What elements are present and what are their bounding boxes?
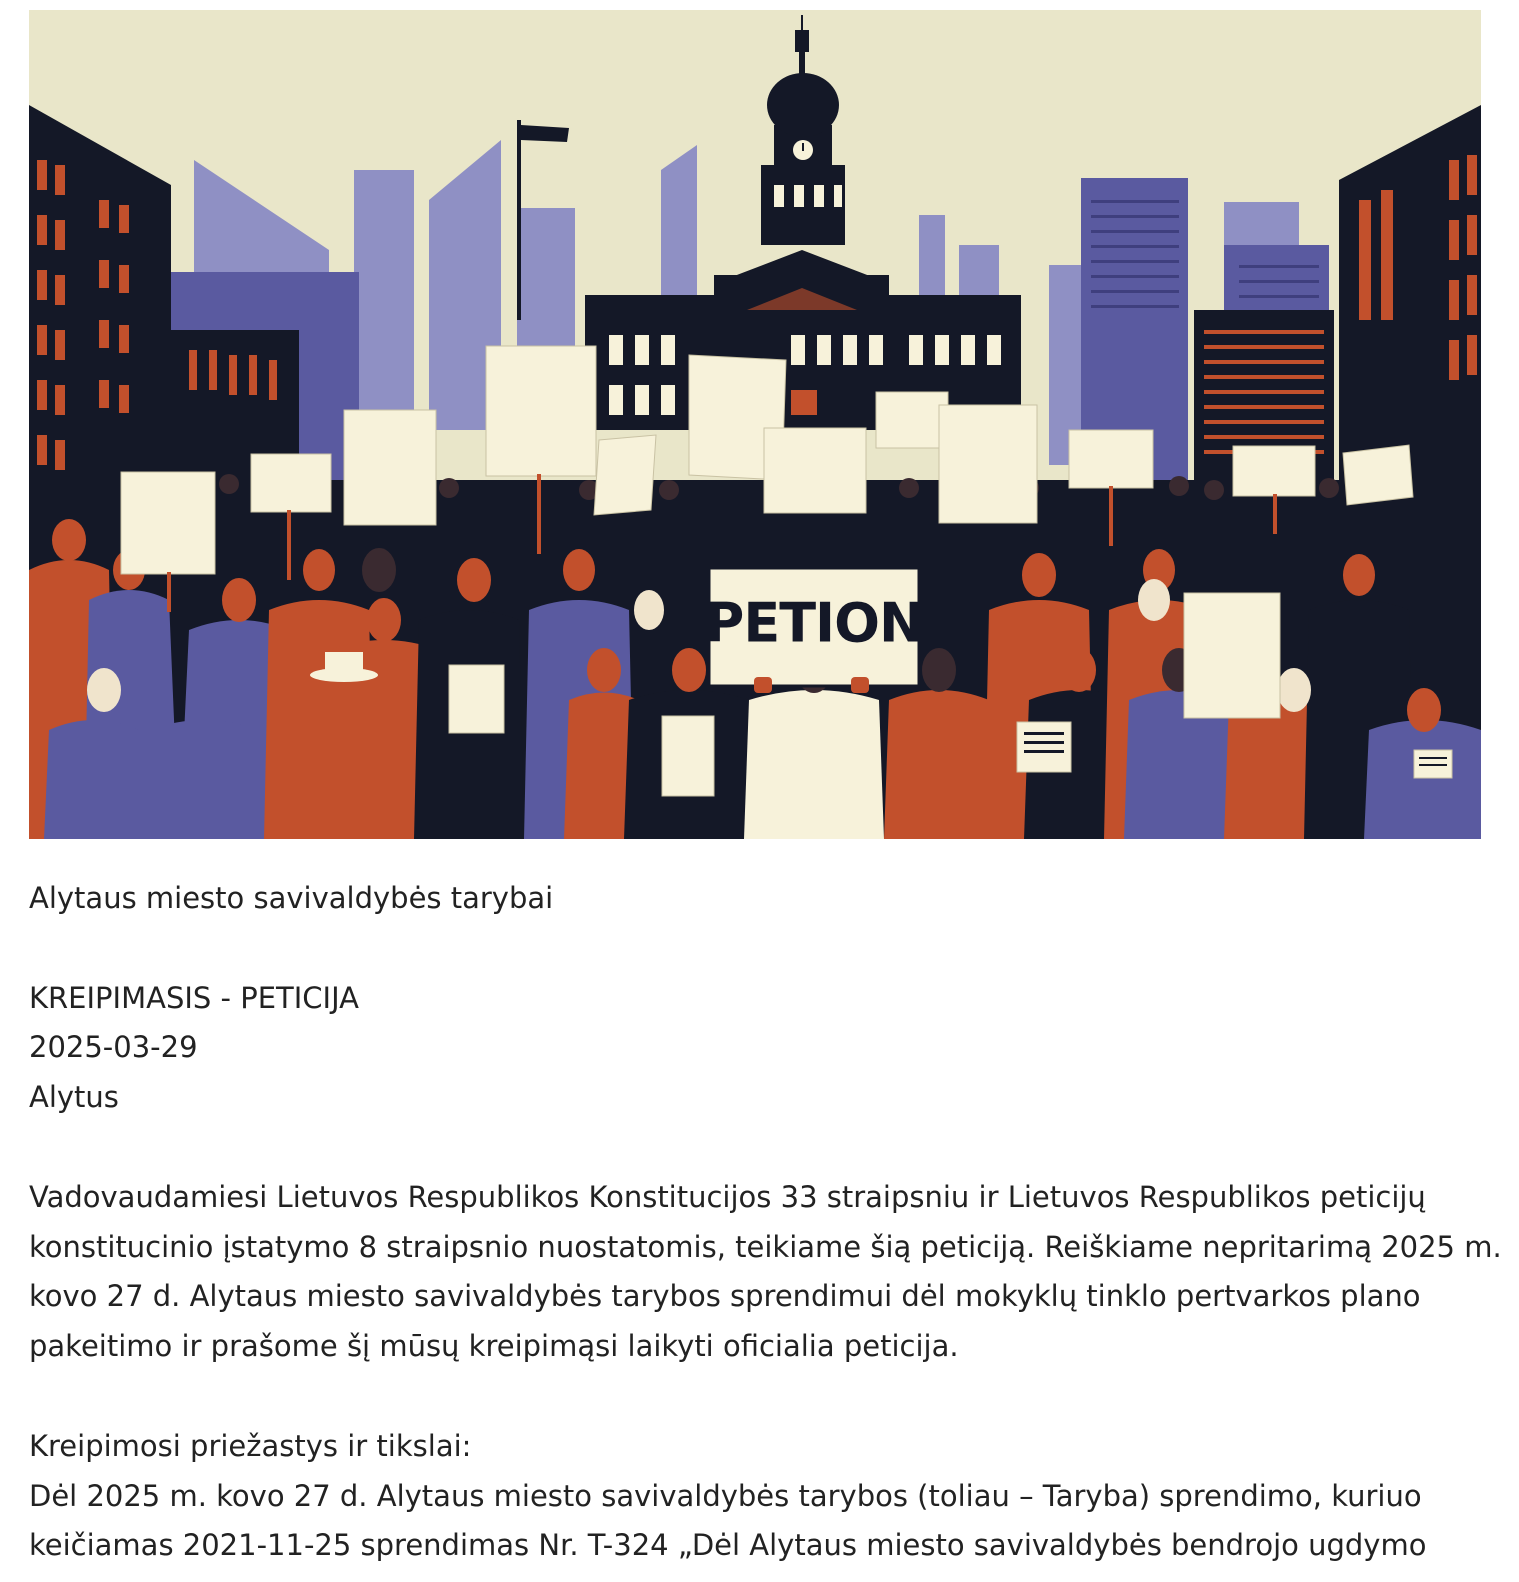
hero-illustration (29, 10, 1481, 839)
intro-line: kovo 27 d. Alytaus miesto savivaldybės tarybos sprendimui dėl mokyklų tinklo pertvarkos plano (29, 1279, 1421, 1314)
reasons-heading: Kreipimosi priežastys ir tikslai: (29, 1428, 472, 1463)
intro-line: pakeitimo ir prašome šį mūsų kreipimąsi laikyti oficialia peticija. (29, 1329, 959, 1364)
spacer (29, 924, 1519, 974)
spacer (29, 1123, 1519, 1173)
protest-crowd-image (29, 10, 1481, 839)
intro-line: konstitucinio įstatymo 8 straipsnio nuostatomis, teikiame šią peticiją. Reiškiame nepritarimą 2025 m. (29, 1229, 1502, 1264)
reasons-line: Dėl 2025 m. kovo 27 d. Alytaus miesto savivaldybės tarybos (toliau – Taryba) sprendimo, kuriuo (29, 1478, 1422, 1513)
letter-recipient: Alytaus miesto savivaldybės tarybai (29, 881, 554, 915)
letter-title: KREIPIMASIS - PETICIJA (29, 980, 359, 1015)
spacer (29, 1372, 1519, 1422)
letter-date: 2025-03-29 (29, 1030, 198, 1065)
petition-letter (29, 874, 1519, 1571)
petition-sign-text: PETION (704, 591, 924, 655)
letter-place: Alytus (29, 1080, 119, 1115)
intro-line: Vadovaudamiesi Lietuvos Respublikos Konstitucijos 33 straipsniu ir Lietuvos Respublikos peticijų (29, 1179, 1426, 1214)
reasons-line: keičiamas 2021-11-25 sprendimas Nr. T-324 „Dėl Alytaus miesto savivaldybės bendrojo ugdymo (29, 1528, 1427, 1563)
